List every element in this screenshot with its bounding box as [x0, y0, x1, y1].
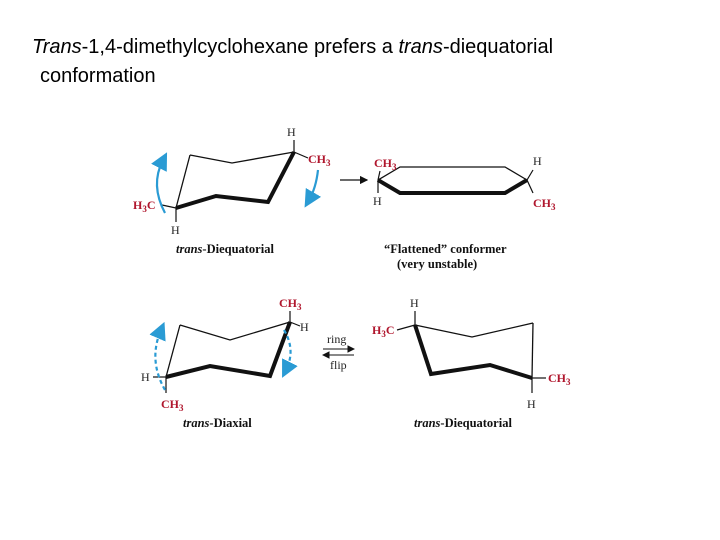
- bl-ch3-top: $CH_3$: [279, 296, 302, 312]
- bl-h-left: H: [141, 370, 150, 384]
- tl-caption: trans-Diequatorial: [176, 242, 274, 256]
- br-h-bottom: H: [527, 397, 536, 411]
- br-ch3-right: $CH_3$: [548, 371, 571, 387]
- br-caption: trans-Diequatorial: [414, 416, 512, 430]
- tr-ch3-left: $CH_3$: [374, 156, 397, 172]
- chair-bottom-left: [141, 296, 309, 430]
- ring-flip-label-1: ring: [327, 332, 347, 346]
- bl-caption: trans-Diaxial: [183, 416, 252, 430]
- tr-caption-line1: “Flattened” conformer: [384, 242, 507, 256]
- chair-top-left: [133, 125, 331, 256]
- tr-h-right: H: [533, 154, 542, 168]
- br-h-top: H: [410, 296, 419, 310]
- tl-ch3-right: $CH_3$: [308, 152, 331, 168]
- title-line-1: Trans-1,4-dimethylcyclohexane prefers a trans-diequatorial: [32, 36, 554, 58]
- tl-h-top: H: [287, 125, 296, 139]
- bl-ch3-bottom: $CH_3$: [161, 397, 184, 413]
- br-h3c: $H_3C$: [372, 323, 395, 339]
- tl-h3c-left: $H_3C$: [133, 198, 156, 214]
- title-line-2: conformation: [40, 65, 156, 87]
- chair-bottom-right: [372, 296, 571, 430]
- tr-h-left: H: [373, 194, 382, 208]
- ring-flip-equilibrium: [323, 332, 354, 372]
- bl-h-right: H: [300, 320, 309, 334]
- tr-ch3-right: $CH_3$: [533, 196, 556, 212]
- tl-h-bottom: H: [171, 223, 180, 237]
- ring-flip-label-2: flip: [330, 358, 347, 372]
- tr-caption-line2: (very unstable): [397, 257, 478, 271]
- flattened-ring: [373, 154, 556, 271]
